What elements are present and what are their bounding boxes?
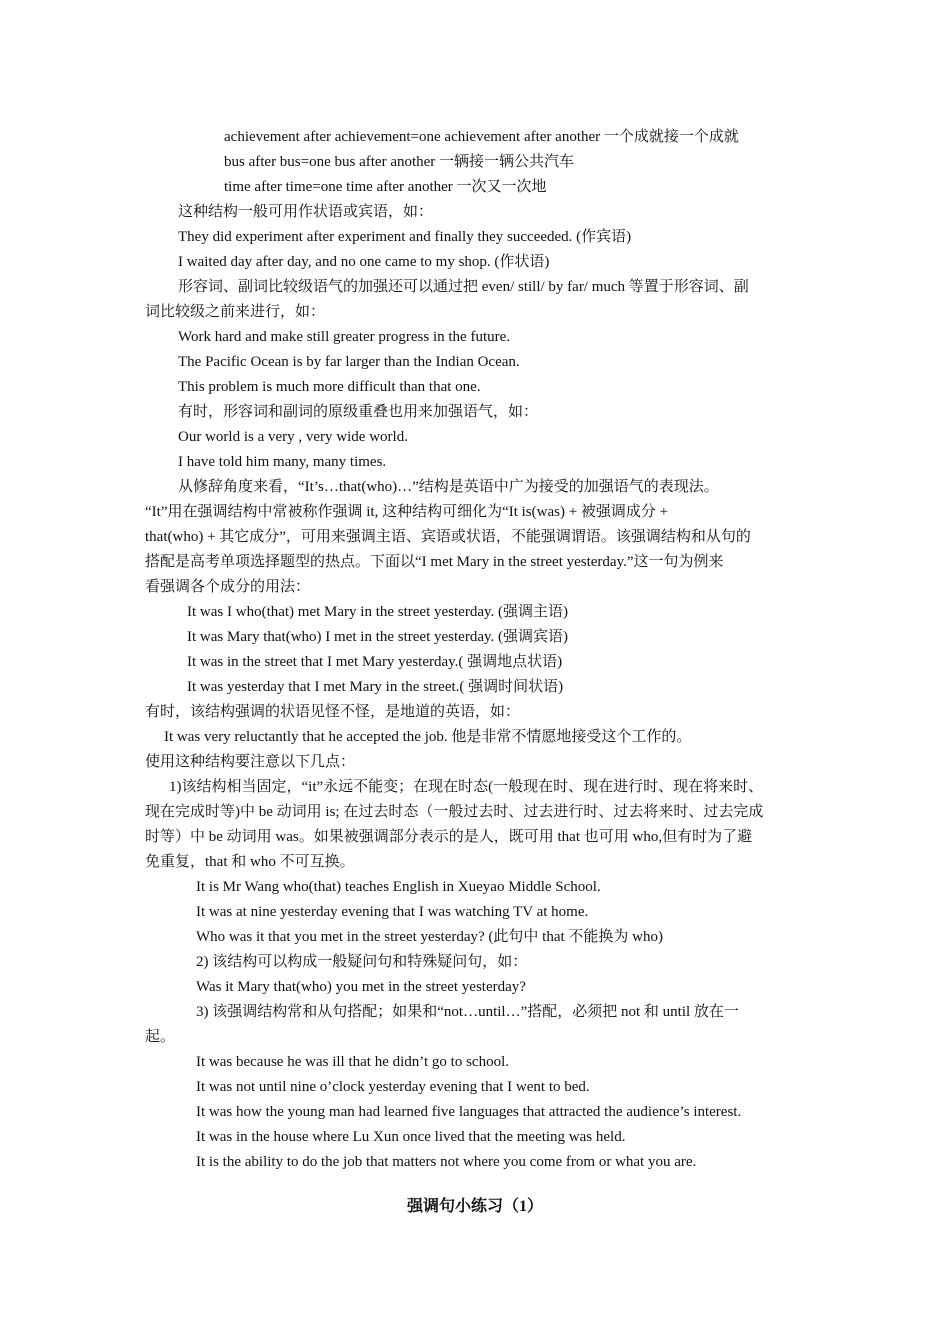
text-line: It was how the young man had learned five languages that attracted the audience’s interest. [196,1104,742,1120]
text-line: that(who) + 其它成分”，可用来强调主语、宾语或状语，不能强调谓语。该强调结构和从句的 [145,529,751,545]
text-line: Was it Mary that(who) you met in the street yesterday? [196,979,526,995]
text-line: Work hard and make still greater progress in the future. [178,329,511,345]
text-line: It was yesterday that I met Mary in the street.( 强调时间状语) [187,679,564,695]
text-line: It is Mr Wang who(that) teaches English in Xueyao Middle School. [196,879,601,895]
text-line: 这种结构一般可用作状语或宾语，如： [178,204,434,220]
text-line: 时等）中 be 动词用 was。如果被强调部分表示的是人，既可用 that 也可用 who,但有时为了避 [145,829,753,845]
text-line: 起。 [145,1029,176,1045]
text-line: achievement after achievement=one achievement after another 一个成就接一个成就 [224,129,739,145]
text-line: It was in the street that I met Mary yesterday.( 强调地点状语) [187,654,563,670]
text-line: Our world is a very , very wide world. [178,429,408,445]
text-line: I waited day after day, and no one came to my shop. (作状语) [178,254,550,270]
text-line: 形容词、副词比较级语气的加强还可以通过把 even/ still/ by far/ much 等置于形容词、副 [178,279,749,295]
text-line: 免重复，that 和 who 不可互换。 [145,854,355,870]
text-line: It was I who(that) met Mary in the street yesterday. (强调主语) [187,604,568,620]
text-line: I have told him many, many times. [178,454,387,470]
text-line: 1)该结构相当固定，“it”永远不能变；在现在时态(一般现在时、现在进行时、现在将来时、 [169,779,764,795]
text-line: It was in the house where Lu Xun once lived that the meeting was held. [196,1129,626,1145]
text-line: 现在完成时等)中 be 动词用 is; 在过去时态（一般过去时、过去进行时、过去将来时、过去完成 [145,804,764,820]
text-line: The Pacific Ocean is by far larger than the Indian Ocean. [178,354,520,370]
text-line: It was at nine yesterday evening that I was watching TV at home. [196,904,589,920]
text-line: 从修辞角度来看，“It’s…that(who)…”结构是英语中广为接受的加强语气的表现法。 [178,479,719,495]
text-line: It was because he was ill that he didn’t go to school. [196,1054,509,1070]
text-line: It was Mary that(who) I met in the street yesterday. (强调宾语) [187,629,568,645]
text-line: time after time=one time after another 一次又一次地 [224,179,547,195]
text-line: 有时，形容词和副词的原级重叠也用来加强语气，如： [178,404,539,420]
text-line: 搭配是高考单项选择题型的热点。下面以“I met Mary in the street yesterday.”这一句为例来 [145,554,724,570]
text-line: This problem is much more difficult than that one. [178,379,481,395]
text-line: It was very reluctantly that he accepted the job. 他是非常不情愿地接受这个工作的。 [164,729,692,745]
text-line: 看强调各个成分的用法： [145,579,311,595]
text-line: “It”用在强调结构中常被称作强调 it, 这种结构可细化为“It is(was) + 被强调成分 + [145,504,669,520]
text-line: They did experiment after experiment and finally they succeeded. (作宾语) [178,229,632,245]
text-line: 有时，该结构强调的状语见怪不怪，是地道的英语，如： [145,704,521,720]
text-line: 2) 该结构可以构成一般疑问句和特殊疑问句，如： [196,954,528,970]
section-title: 强调句小练习（1） [406,1198,543,1215]
text-line: 词比较级之前来进行，如： [145,304,326,320]
text-line: bus after bus=one bus after another 一辆接一辆公共汽车 [224,154,575,170]
text-line: It was not until nine o’clock yesterday evening that I went to bed. [196,1079,590,1095]
text-line: 3) 该强调结构常和从句搭配；如果和“not…until…”搭配，必须把 not 和 until 放在一 [196,1004,739,1020]
text-line: It is the ability to do the job that matters not where you come from or what you are. [196,1154,697,1170]
text-line: 使用这种结构要注意以下几点： [145,754,356,770]
text-line: Who was it that you met in the street yesterday? (此句中 that 不能换为 who) [196,929,663,945]
